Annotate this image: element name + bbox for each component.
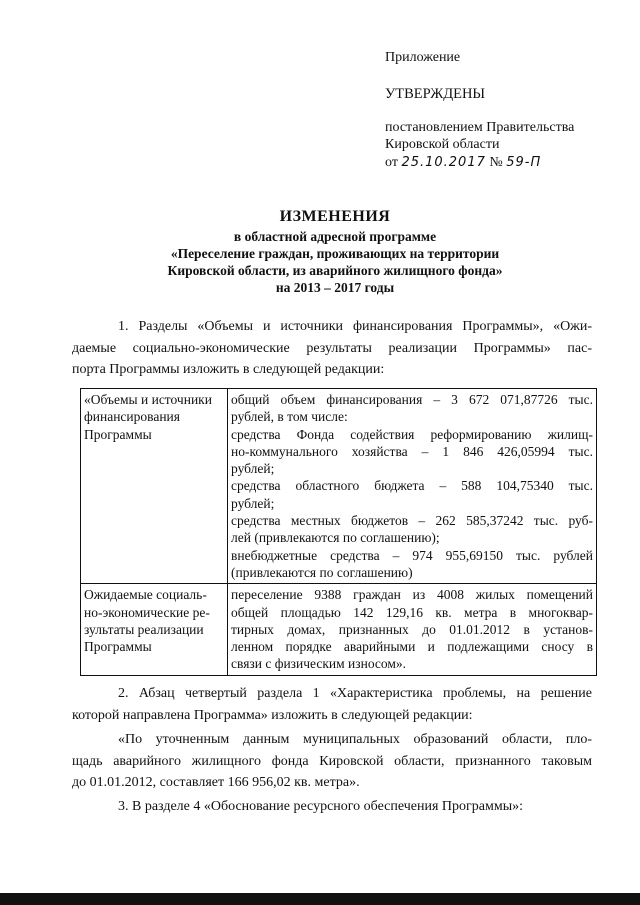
row-label-results — [81, 584, 228, 675]
paragraph-4 — [72, 796, 592, 818]
label-line: но-экономические ре- — [84, 604, 210, 620]
value-line: средства Фонда содействия реформированию жилищ- — [231, 426, 593, 442]
value-line: рублей; — [231, 495, 275, 511]
value-line: тирных домах, признанных до 01.01.2012 в установ- — [231, 621, 593, 637]
decree-date-line — [385, 155, 541, 171]
decree-line-2: Кировской области — [385, 137, 500, 152]
paragraph-2 — [72, 683, 592, 726]
scan-edge-bar — [0, 893, 640, 905]
title-main: ИЗМЕНЕНИЯ — [279, 208, 391, 225]
value-line: общий объем финансирования – 3 672 071,87726 тыс. — [231, 392, 593, 407]
paragraph-line: 2. Абзац четвертый раздела 1 «Характеристика проблемы, на решение — [118, 686, 592, 701]
title-line-1: в областной адресной программе — [233, 229, 437, 244]
paragraph-line: «По уточненным данным муниципальных образований области, пло- — [118, 732, 592, 747]
row-value-financing — [228, 389, 597, 584]
appendix-label: Приложение — [385, 50, 461, 65]
value-line: рублей, в том числе: — [231, 409, 348, 425]
decree-line-1: постановлением Правительства — [385, 120, 575, 135]
label-line: зультаты реализации — [84, 621, 204, 637]
value-line: ленном порядке аварийными и подлежащими сносу в — [231, 639, 593, 655]
number-sign: № — [489, 155, 503, 170]
paragraph-line: до 01.01.2012, составляет 166 956,02 кв. метра». — [72, 775, 360, 790]
value-line: переселение 9388 граждан из 4008 жилых помещений — [231, 587, 593, 603]
row-label-financing — [81, 389, 228, 584]
document-title — [90, 206, 580, 296]
table-row-financing — [81, 389, 597, 584]
handwritten-date: 25.10.2017 — [401, 155, 486, 170]
label-line: «Объемы и источники — [84, 392, 212, 407]
label-line: Программы — [84, 426, 152, 442]
value-line: (привлекаются по соглашению) — [231, 564, 413, 580]
value-line: внебюджетные средства – 974 955,69150 тыс. рублей — [231, 547, 593, 563]
value-line: средства областного бюджета – 588 104,75340 тыс. — [231, 478, 593, 494]
paragraph-line: порта Программы изложить в следующей редакции: — [72, 362, 385, 377]
value-line: общей площадью 142 129,16 кв. метра в многоквар- — [231, 604, 593, 620]
value-line: рублей; — [231, 461, 275, 477]
value-line: лей (привлекаются по соглашению); — [231, 530, 440, 546]
title-line-4: на 2013 – 2017 годы — [275, 280, 395, 295]
date-prefix: от — [385, 155, 398, 170]
title-line-3: Кировской области, из аварийного жилищного фонда» — [167, 263, 503, 278]
paragraph-line: 1. Разделы «Объемы и источники финансирования Программы», «Ожи- — [118, 319, 592, 334]
value-line: средства местных бюджетов – 262 585,37242 тыс. руб- — [231, 513, 593, 529]
label-line: Ожидаемые социаль- — [84, 587, 207, 603]
paragraph-1 — [72, 316, 592, 381]
paragraph-line: 3. В разделе 4 «Обоснование ресурсного обеспечения Программы»: — [118, 799, 524, 814]
paragraph-line: которой направлена Программа» изложить в следующей редакции: — [72, 707, 473, 723]
value-line: связи с физическим износом». — [231, 656, 407, 672]
paragraph-line: щадь аварийного жилищного фонда Кировской области, признанного таковым — [72, 753, 592, 769]
title-line-2: «Переселение граждан, проживающих на территории — [170, 246, 500, 261]
passport-table — [80, 388, 597, 676]
row-value-results — [228, 584, 597, 675]
table-row-results — [81, 584, 597, 675]
approved-label: УТВЕРЖДЕНЫ — [385, 86, 486, 102]
handwritten-number: 59-П — [506, 155, 542, 170]
label-line: Программы — [84, 639, 152, 655]
paragraph-3 — [72, 729, 592, 794]
label-line: финансирования — [84, 409, 180, 425]
value-line: но-коммунального хозяйства – 1 846 426,05994 тыс. — [231, 443, 593, 459]
paragraph-line: даемые социально-экономические результаты реализации Программы» пас- — [72, 340, 592, 356]
